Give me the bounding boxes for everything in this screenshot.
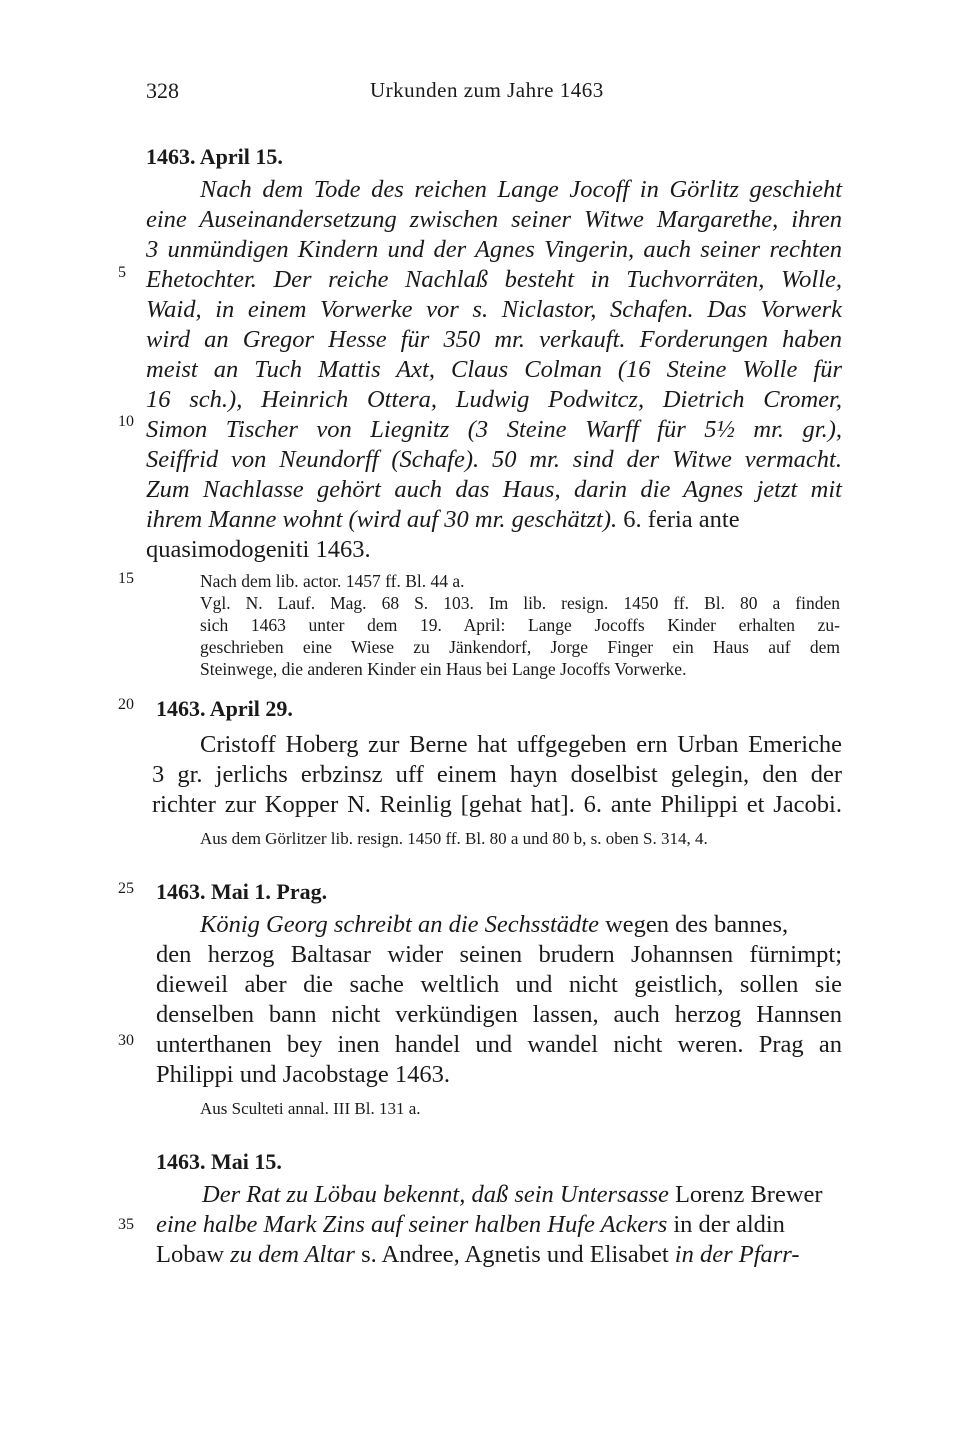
line-number: 30 xyxy=(118,1032,134,1049)
summary-line: meist an Tuch Mattis Axt, Claus Colman (16 Steine Wolle für xyxy=(146,356,842,383)
entry-heading: 1463. Mai 15. xyxy=(156,1149,282,1174)
line-number: 20 xyxy=(118,696,134,713)
entry-heading: 1463. Mai 1. Prag. xyxy=(156,879,328,904)
summary-line: Waid, in einem Vorwerke vor s. Niclastor, Schafen. Das Vorwerk xyxy=(146,296,842,323)
line-number: 5 xyxy=(118,264,126,281)
line-number: 25 xyxy=(118,880,134,897)
line-number: 10 xyxy=(118,413,134,430)
note-line: geschrieben eine Wiese zu Jänkendorf, Jorge Finger ein Haus auf dem xyxy=(200,637,840,657)
summary-line: wird an Gregor Hesse für 350 mr. verkauft. Forderungen haben xyxy=(146,326,842,353)
text-line xyxy=(202,1180,842,1210)
source-line: Aus Sculteti annal. III Bl. 131 a. xyxy=(200,1099,421,1118)
text-line: den herzog Baltasar wider seinen brudern Johannsen fürnimpt; xyxy=(156,941,842,968)
note-line: Vgl. N. Lauf. Mag. 68 S. 103. Im lib. resign. 1450 ff. Bl. 80 a finden xyxy=(200,593,840,613)
summary-line: Simon Tischer von Liegnitz (3 Steine Warff für 5½ mr. gr.), xyxy=(146,416,842,443)
note-line: Steinwege, die anderen Kinder ein Haus bei Lange Jocoffs Vorwerke. xyxy=(200,659,687,679)
roman-span: Lobaw xyxy=(156,1241,231,1268)
text-line: Cristoff Hoberg zur Berne hat uffgegeben ern Urban Emeriche xyxy=(200,731,842,758)
lead-line xyxy=(200,910,842,940)
text-line: richter zur Kopper N. Reinlig [gehat hat]. 6. ante Philippi et Jacobi. xyxy=(152,791,842,818)
page-number: 328 xyxy=(146,78,179,103)
summary-line: 3 unmündigen Kindern und der Agnes Vingerin, auch seiner rechten xyxy=(146,236,842,263)
date-line: quasimodogeniti 1463. xyxy=(146,536,371,563)
summary-line: Nach dem Tode des reichen Lange Jocoff in Görlitz geschieht xyxy=(200,176,842,203)
lead-italic: König Georg schreibt an die Sechsstädte xyxy=(200,911,599,938)
italic-span: eine halbe Mark Zins auf seiner halben Hufe Ackers xyxy=(156,1211,668,1238)
date-tail: 6. feria ante xyxy=(617,506,740,533)
roman-span: in der aldin xyxy=(667,1211,785,1238)
summary-line: ihrem Manne wohnt (wird auf 30 mr. geschätzt). xyxy=(146,506,618,533)
roman-span: Lorenz Brewer xyxy=(668,1181,823,1208)
entry-heading: 1463. April 29. xyxy=(156,696,293,721)
note-line: Nach dem lib. actor. 1457 ff. Bl. 44 a. xyxy=(200,571,465,591)
text-line xyxy=(156,1240,842,1270)
summary-line: 16 sch.), Heinrich Ottera, Ludwig Podwitcz, Dietrich Cromer, xyxy=(146,386,842,413)
summary-line: eine Auseinandersetzung zwischen seiner Witwe Margarethe, ihren xyxy=(146,206,842,233)
text-line: unterthanen bey inen handel und wandel nicht weren. Prag an xyxy=(156,1031,842,1058)
summary-line-mixed xyxy=(146,505,842,535)
text-line: 3 gr. jerlichs erbzinsz uff einem hayn doselbist gelegin, den der xyxy=(152,761,842,788)
running-title: Urkunden zum Jahre 1463 xyxy=(370,78,604,102)
roman-span: s. Andree, Agnetis und Elisabet xyxy=(354,1241,675,1268)
italic-span: zu dem Altar xyxy=(230,1241,355,1268)
entry-heading: 1463. April 15. xyxy=(146,144,283,169)
italic-span: in der Pfarr- xyxy=(674,1241,800,1268)
italic-span: Der Rat zu Löbau bekennt, daß sein Untersasse xyxy=(202,1181,669,1208)
text-line: denselben bann nicht verkündigen lassen, auch herzog Hannsen xyxy=(156,1001,842,1028)
text-line xyxy=(156,1210,842,1240)
line-number: 15 xyxy=(118,570,134,587)
note-line: sich 1463 unter dem 19. April: Lange Jocoffs Kinder erhalten zu- xyxy=(200,615,840,635)
lead-rest: wegen des bannes, xyxy=(598,911,789,938)
summary-line: Ehetochter. Der reiche Nachlaß besteht in Tuchvorräten, Wolle, xyxy=(146,266,842,293)
source-line: Aus dem Görlitzer lib. resign. 1450 ff. Bl. 80 a und 80 b, s. oben S. 314, 4. xyxy=(200,829,708,848)
page-header xyxy=(0,78,960,114)
text-line: Philippi und Jacobstage 1463. xyxy=(156,1061,450,1088)
summary-line: Seiffrid von Neundorff (Schafe). 50 mr. sind der Witwe vermacht. xyxy=(146,446,842,473)
line-number: 35 xyxy=(118,1216,134,1233)
summary-line: Zum Nachlasse gehört auch das Haus, darin die Agnes jetzt mit xyxy=(146,476,842,503)
text-line: dieweil aber die sache weltlich und nicht geistlich, sollen sie xyxy=(156,971,842,998)
